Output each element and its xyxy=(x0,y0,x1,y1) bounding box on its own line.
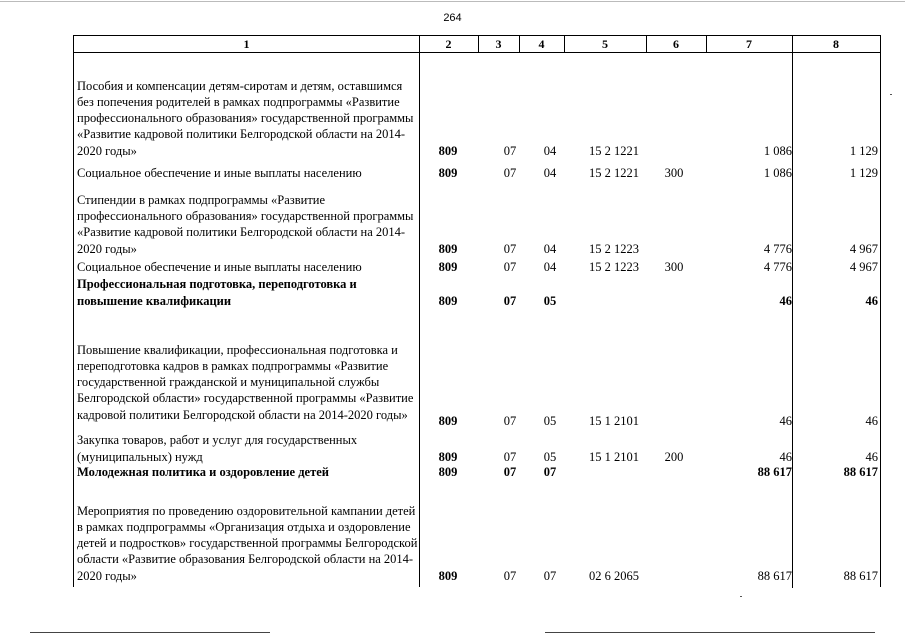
table-row xyxy=(74,463,880,480)
row-amount-2020: 1 129 xyxy=(849,143,878,158)
row-code: 809 xyxy=(438,241,458,256)
row-subsection: 07 xyxy=(543,464,557,479)
row-section: 07 xyxy=(503,449,517,464)
row-amount-2019: 46 xyxy=(779,413,792,428)
table-row xyxy=(74,480,880,584)
row-section: 07 xyxy=(503,165,517,180)
row-amount-2020: 46 xyxy=(865,413,878,428)
header-col-5: 5 xyxy=(602,37,608,51)
header-col-7: 7 xyxy=(746,37,752,51)
row-description: Социальное обеспечение и иные выплаты населению xyxy=(77,259,362,274)
row-description: Стипендии в рамках подпрограммы «Развитие профессионального образования» государственной программы «Развитие кадровой политики Белгородской области на 2014-2020 годы» xyxy=(77,192,414,256)
row-code: 809 xyxy=(438,449,458,464)
row-section: 07 xyxy=(503,241,517,256)
row-amount-2019: 46 xyxy=(779,293,792,308)
row-amount-2020: 46 xyxy=(865,293,878,308)
row-description: Социальное обеспечение и иные выплаты населению xyxy=(77,165,362,180)
row-description: Мероприятия по проведению оздоровительной кампании детей в рамках подпрограммы «Организация отдыха и оздоровление детей и подростков» государственной программы Белгородской области «Развитие образования Белгородской области на 2014-2020 годы» xyxy=(77,503,418,583)
row-code: 809 xyxy=(438,165,458,180)
table-row xyxy=(74,163,880,181)
row-amount-2019: 4 776 xyxy=(763,241,792,256)
row-amount-2019: 88 617 xyxy=(757,464,792,479)
row-amount-2019: 88 617 xyxy=(757,568,792,583)
table-header xyxy=(74,35,880,53)
row-expense-type: 300 xyxy=(664,259,684,274)
row-section: 07 xyxy=(503,568,517,583)
header-col-2: 2 xyxy=(445,37,452,51)
row-amount-2020: 88 617 xyxy=(843,568,878,583)
row-subsection: 04 xyxy=(543,143,557,158)
row-description: Повышение квалификации, профессиональная подготовка и переподготовка кадров в рамках подпрограммы «Развитие государственной гражданской и муниципальной службы Белгородской области» государственной программы «Развитие кадровой политики Белгородской области на 2014-2020 годы» xyxy=(77,342,414,422)
row-section: 07 xyxy=(503,464,517,479)
row-amount-2019: 46 xyxy=(779,449,792,464)
table-row xyxy=(74,431,880,465)
row-subsection: 05 xyxy=(543,413,557,428)
row-target: 15 2 1223 xyxy=(589,241,639,256)
table-row xyxy=(74,317,880,429)
row-expense-type: 300 xyxy=(664,165,684,180)
row-amount-2020: 4 967 xyxy=(849,241,878,256)
row-description: Молодежная политика и оздоровление детей xyxy=(77,464,329,479)
scan-edge-top xyxy=(0,1,905,2)
table-row xyxy=(74,53,880,159)
row-code: 809 xyxy=(438,259,458,274)
row-description: Пособия и компенсации детям-сиротам и детям, оставшимся без попечения родителей в рамках подпрограммы «Развитие профессионального образования» государственной программы «Развитие кадровой политики Белгородской области на 2014-2020 годы» xyxy=(77,78,414,158)
row-amount-2020: 4 967 xyxy=(849,259,878,274)
row-amount-2019: 4 776 xyxy=(763,259,792,274)
row-subsection: 04 xyxy=(543,165,557,180)
table-row xyxy=(74,257,880,275)
header-col-6: 6 xyxy=(673,37,679,51)
table-row xyxy=(74,275,880,309)
row-code: 809 xyxy=(438,143,458,158)
row-section: 07 xyxy=(503,293,517,308)
row-section: 07 xyxy=(503,413,517,428)
row-amount-2019: 1 086 xyxy=(763,165,792,180)
row-target: 15 2 1221 xyxy=(589,165,639,180)
scan-speck xyxy=(740,596,742,597)
scan-edge-bottom-right xyxy=(545,632,875,633)
row-subsection: 05 xyxy=(543,449,557,464)
row-amount-2020: 1 129 xyxy=(849,165,878,180)
row-target: 15 2 1223 xyxy=(589,259,639,274)
row-subsection: 04 xyxy=(543,241,557,256)
row-target: 15 2 1221 xyxy=(589,143,639,158)
row-amount-2020: 88 617 xyxy=(843,464,878,479)
row-code: 809 xyxy=(438,568,458,583)
row-description: Закупка товаров, работ и услуг для государственных (муниципальных) нужд xyxy=(77,433,358,464)
row-code: 809 xyxy=(438,413,458,428)
header-col-3: 3 xyxy=(495,37,502,51)
row-subsection: 07 xyxy=(543,568,557,583)
scan-edge-bottom-left xyxy=(30,632,270,633)
header-col-4: 4 xyxy=(538,37,545,51)
row-code: 809 xyxy=(438,293,458,308)
page-number: 264 xyxy=(443,12,462,24)
header-col-8: 8 xyxy=(833,37,839,51)
scan-speck xyxy=(890,94,892,95)
row-amount-2019: 1 086 xyxy=(763,143,792,158)
row-code: 809 xyxy=(438,464,458,479)
row-description: Профессиональная подготовка, переподготовка и повышение квалификации xyxy=(77,277,357,308)
row-section: 07 xyxy=(503,143,517,158)
table-row xyxy=(74,183,880,257)
budget-table xyxy=(73,35,881,587)
row-amount-2020: 46 xyxy=(865,449,878,464)
header-col-1: 1 xyxy=(243,37,250,51)
row-expense-type: 200 xyxy=(664,449,684,464)
row-target: 02 6 2065 xyxy=(589,568,639,583)
row-subsection: 04 xyxy=(543,259,557,274)
row-subsection: 05 xyxy=(543,293,557,308)
row-target: 15 1 2101 xyxy=(589,413,639,428)
row-target: 15 1 2101 xyxy=(589,449,639,464)
row-section: 07 xyxy=(503,259,517,274)
